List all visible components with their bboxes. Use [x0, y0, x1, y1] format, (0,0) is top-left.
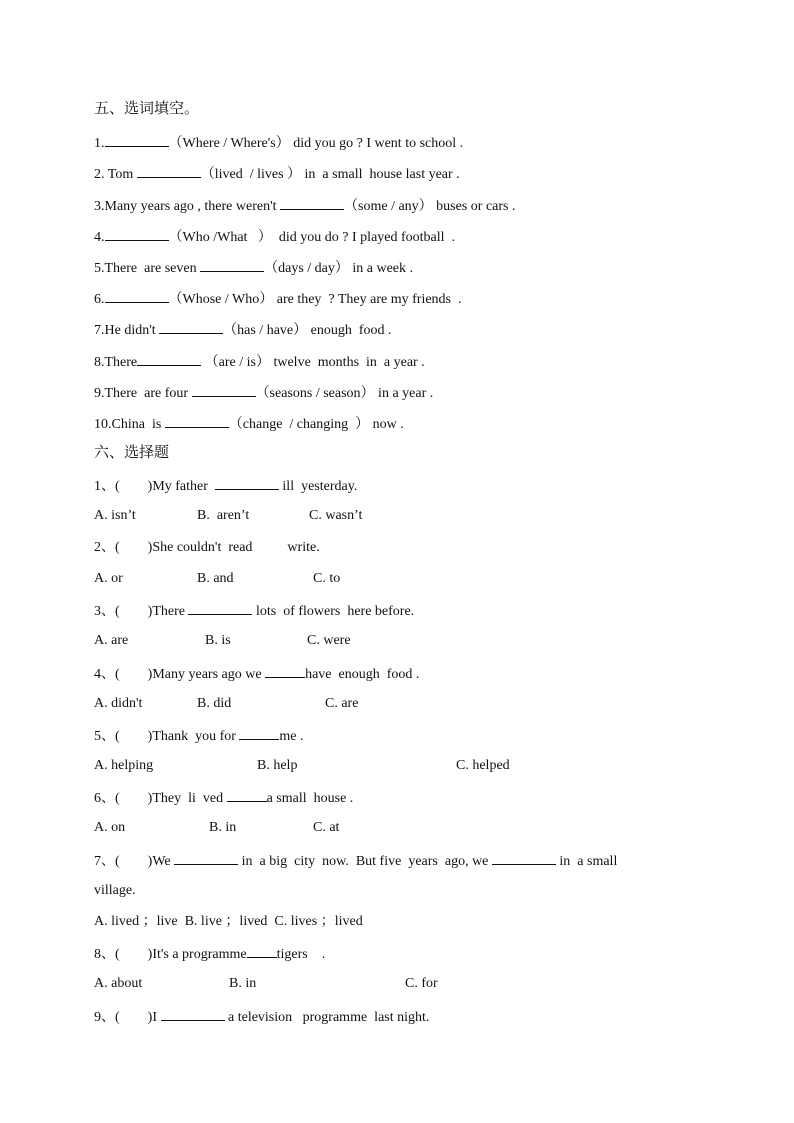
option-b[interactable]: B. in [229, 976, 257, 991]
option-a[interactable]: A. about [94, 976, 143, 991]
item-text: 3.Many years ago , there weren't [94, 199, 281, 214]
item-text: 7.He didn't [94, 323, 160, 338]
question-1-options [94, 506, 714, 526]
item-text: 5.There are seven [94, 261, 201, 276]
fill-item-4 [94, 226, 455, 246]
question-text: 9、( )I [94, 1010, 161, 1025]
fill-item-1 [94, 132, 463, 152]
item-text: 10.China is [94, 417, 165, 432]
question-8 [94, 943, 325, 963]
option-a[interactable]: A. didn't [94, 696, 143, 711]
fill-item-10 [94, 413, 404, 433]
question-text: 3、( )There [94, 604, 189, 619]
question-text: tigers . [276, 947, 326, 962]
question-text: have enough food . [305, 667, 420, 682]
answer-blank[interactable] [192, 382, 256, 397]
question-7-options[interactable]: A. lived ；live B. live ；lived C. lives ；lived [94, 914, 363, 929]
fill-item-2 [94, 163, 460, 183]
item-text: 6. [94, 292, 105, 307]
item-text: （are / is） twelve months in a year . [201, 355, 425, 370]
answer-blank[interactable] [280, 195, 344, 210]
question-text: 6、( )They li ved [94, 791, 227, 806]
answer-blank[interactable] [137, 351, 201, 366]
answer-blank[interactable] [247, 943, 277, 958]
question-text: a television programme last night. [224, 1010, 430, 1025]
section-5-heading: 五、选词填空。 [94, 101, 200, 117]
question-8-options [94, 974, 714, 994]
option-b[interactable]: B. aren’t [197, 508, 250, 523]
option-c[interactable]: C. at [313, 820, 340, 835]
question-4 [94, 663, 419, 683]
question-text: 7、( )We [94, 854, 175, 869]
item-text: （change / changing ） now . [228, 417, 404, 432]
answer-blank[interactable] [188, 600, 252, 615]
option-c[interactable]: C. wasn’t [309, 508, 363, 523]
question-3 [94, 600, 414, 620]
option-b[interactable]: B. is [205, 633, 231, 648]
question-text: 1、( )My father [94, 479, 215, 494]
question-text: a small house . [266, 791, 354, 806]
answer-blank[interactable] [165, 413, 229, 428]
option-b[interactable]: B. help [257, 758, 298, 773]
option-a[interactable]: A. on [94, 820, 126, 835]
option-b[interactable]: B. in [209, 820, 237, 835]
fill-item-8 [94, 351, 425, 371]
option-b[interactable]: B. and [197, 571, 234, 586]
item-text: （days / day） in a week . [264, 261, 414, 276]
fill-item-5 [94, 257, 413, 277]
answer-blank[interactable] [159, 319, 223, 334]
question-text: ill yesterday. [278, 479, 358, 494]
answer-blank[interactable] [105, 288, 169, 303]
item-text: （Where / Where's） did you go ? I went to school . [168, 136, 464, 151]
answer-blank[interactable] [105, 132, 169, 147]
option-c[interactable]: C. for [405, 976, 438, 991]
answer-blank[interactable] [227, 787, 267, 802]
item-text: （seasons / season） in a year . [255, 386, 434, 401]
option-c[interactable]: C. are [325, 696, 359, 711]
question-text: 4、( )Many years ago we [94, 667, 266, 682]
question-6-options [94, 818, 714, 838]
option-c[interactable]: C. helped [456, 758, 510, 773]
item-text: 1. [94, 136, 105, 151]
question-text: in a big city now. But five years ago, we [238, 854, 492, 869]
item-text: 9.There are four [94, 386, 192, 401]
answer-blank[interactable] [492, 850, 556, 865]
answer-blank[interactable] [161, 1006, 225, 1021]
question-7-continuation: village. [94, 883, 136, 898]
question-7 [94, 850, 617, 870]
item-text: （Whose / Who） are they ? They are my friends . [168, 292, 462, 307]
item-text: 2. Tom [94, 167, 137, 182]
answer-blank[interactable] [137, 163, 201, 178]
item-text: （Who /What ） did you do ? I played football . [168, 230, 456, 245]
item-text: （has / have） enough food . [223, 323, 392, 338]
section-6-heading: 六、选择题 [94, 445, 170, 461]
item-text: （lived / lives ） in a small house last year . [200, 167, 460, 182]
question-6 [94, 787, 353, 807]
answer-blank[interactable] [265, 663, 305, 678]
fill-item-6 [94, 288, 462, 308]
question-1 [94, 475, 357, 495]
question-text: me . [279, 729, 304, 744]
question-text: lots of flowers here before. [252, 604, 415, 619]
option-a[interactable]: A. isn’t [94, 508, 136, 523]
question-2: 2、( )She couldn't read write. [94, 540, 320, 555]
option-c[interactable]: C. to [313, 571, 341, 586]
question-text: 8、( )It's a programme [94, 947, 247, 962]
question-4-options [94, 694, 714, 714]
answer-blank[interactable] [215, 475, 279, 490]
question-text: in a small [555, 854, 618, 869]
question-5-options [94, 756, 714, 776]
answer-blank[interactable] [174, 850, 238, 865]
option-a[interactable]: A. are [94, 633, 129, 648]
question-3-options [94, 631, 714, 651]
question-text: 5、( )Thank you for [94, 729, 240, 744]
option-a[interactable]: A. or [94, 571, 123, 586]
item-text: 8.There [94, 355, 138, 370]
question-2-options [94, 569, 714, 589]
option-b[interactable]: B. did [197, 696, 232, 711]
fill-item-7 [94, 319, 392, 339]
answer-blank[interactable] [200, 257, 264, 272]
question-9 [94, 1006, 429, 1026]
fill-item-3 [94, 195, 515, 215]
option-c[interactable]: C. were [307, 633, 351, 648]
option-a[interactable]: A. helping [94, 758, 154, 773]
item-text: （some / any） buses or cars . [344, 199, 516, 214]
answer-blank[interactable] [239, 725, 279, 740]
fill-item-9 [94, 382, 433, 402]
item-text: 4. [94, 230, 105, 245]
question-5 [94, 725, 304, 745]
answer-blank[interactable] [105, 226, 169, 241]
